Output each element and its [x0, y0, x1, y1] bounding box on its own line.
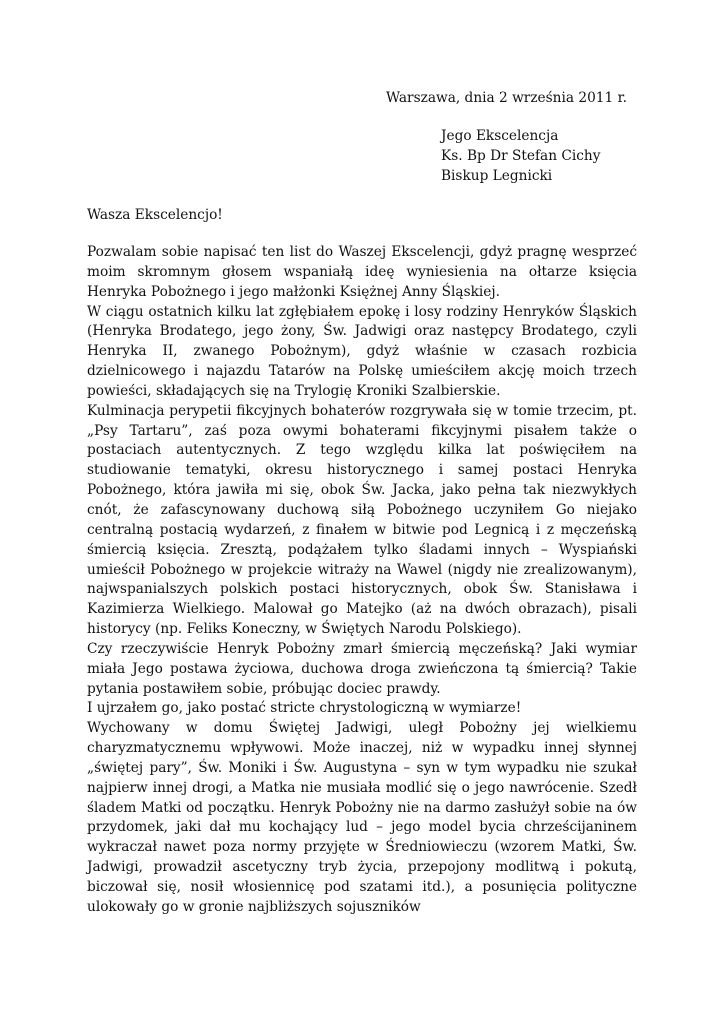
body-paragraph: Pozwalam sobie napisać ten list do Waszej Ekscelencji, gdyż pragnę wesprzeć moim skromnym głosem wspaniałą ideę wyniesienia na ołtarze księcia Henryka Pobożnego i jego małżonki Księżnej Anny Śląskiej. — [87, 244, 637, 300]
body-paragraph: I ujrzałem go, jako postać stricte chrystologiczną w wymiarze! — [87, 700, 522, 717]
body-paragraph: Kulminacja perypetii fikcyjnych bohaterów rozgrywała się w tomie trzecim, pt. „Psy Tartaru”, zaś poza owymi bohaterami fikcyjnymi pisałem także o postaciach autentycznych. Z tego względu kilka lat poświęciłem na studiowanie tematyki, okresu historycznego i samej postaci Henryka Pobożnego, która jawiła mi się, obok Św. Jacka, jako pełna tak niezwykłych cnót, że zafascynowany duchową siłą Pobożnego uczyniłem Go niejako centralną postacią wydarzeń, z finałem w bitwie pod Legnicą i z męczeńską śmiercią księcia. Zresztą, podążałem tylko śladami innych – Wyspiański umieścił Pobożnego w projekcie witraży na Wawel (nigdy nie zrealizowanym), najwspanialszych polskich postaci historycznych, obok Św. Stanisława i Kazimierza Wielkiego. Malował go Matejko (aż na dwóch obrazach), pisali historycy (np. Feliks Koneczny, w Świętych Narodu Polskiego). — [87, 402, 637, 638]
salutation: Wasza Ekscelencjo! — [87, 207, 223, 223]
body-paragraph: Wychowany w domu Świętej Jadwigi, uległ Pobożny jej wielkiemu charyzmatycznemu wpływowi. Może inaczej, niż w wypadku innej słynnej „świętej pary”, Św. Moniki i Św. Augustyna – syn w tym wypadku nie szukał najpierw innej drogi, a Matka nie musiała modlić się o jego nawrócenie. Szedł śladem Matki od początku. Henryk Pobożny nie na darmo zasłużył sobie na ów przydomek, jaki dał mu kochający lud – jego model bycia chrześcijaninem wykraczał nawet poza normy przyjęte w Średniowieczu (wzorem Matki, Św. Jadwigi, prowadził ascetyczny tryb życia, przepojony modlitwą i pokutą, biczował się, nosił włosiennicę pod szatami itd.), a posunięcia polityczne ulokowały go w gronie najbliższych sojuszników — [87, 720, 637, 915]
body-paragraph: W ciągu ostatnich kilku lat zgłębiałem epokę i losy rodziny Henryków Śląskich (Henryka Brodatego, jego żony, Św. Jadwigi oraz następcy Brodatego, czyli Henryka II, zwanego Pobożnym), gdyż właśnie w czasach rozbicia dzielnicowego i najazdu Tatarów na Polskę umieściłem akcję moich trzech powieści, składających się na Trylogię Kroniki Szalbierskie. — [87, 303, 637, 399]
recipient-line: Jego Ekscelencja — [441, 128, 559, 144]
recipient-line: Ks. Bp Dr Stefan Cichy — [441, 148, 601, 164]
letter-date: Warszawa, dnia 2 września 2011 r. — [386, 90, 627, 106]
letter-body — [87, 243, 637, 918]
body-paragraph: Czy rzeczywiście Henryk Pobożny zmarł śmiercią męczeńską? Jaki wymiar miała Jego postawa życiowa, duchowa droga zwieńczona tą śmiercią? Takie pytania postawiłem sobie, próbując dociec prawdy. — [87, 640, 637, 697]
recipient-line: Biskup Legnicki — [441, 168, 553, 184]
recipient-block — [441, 126, 600, 186]
